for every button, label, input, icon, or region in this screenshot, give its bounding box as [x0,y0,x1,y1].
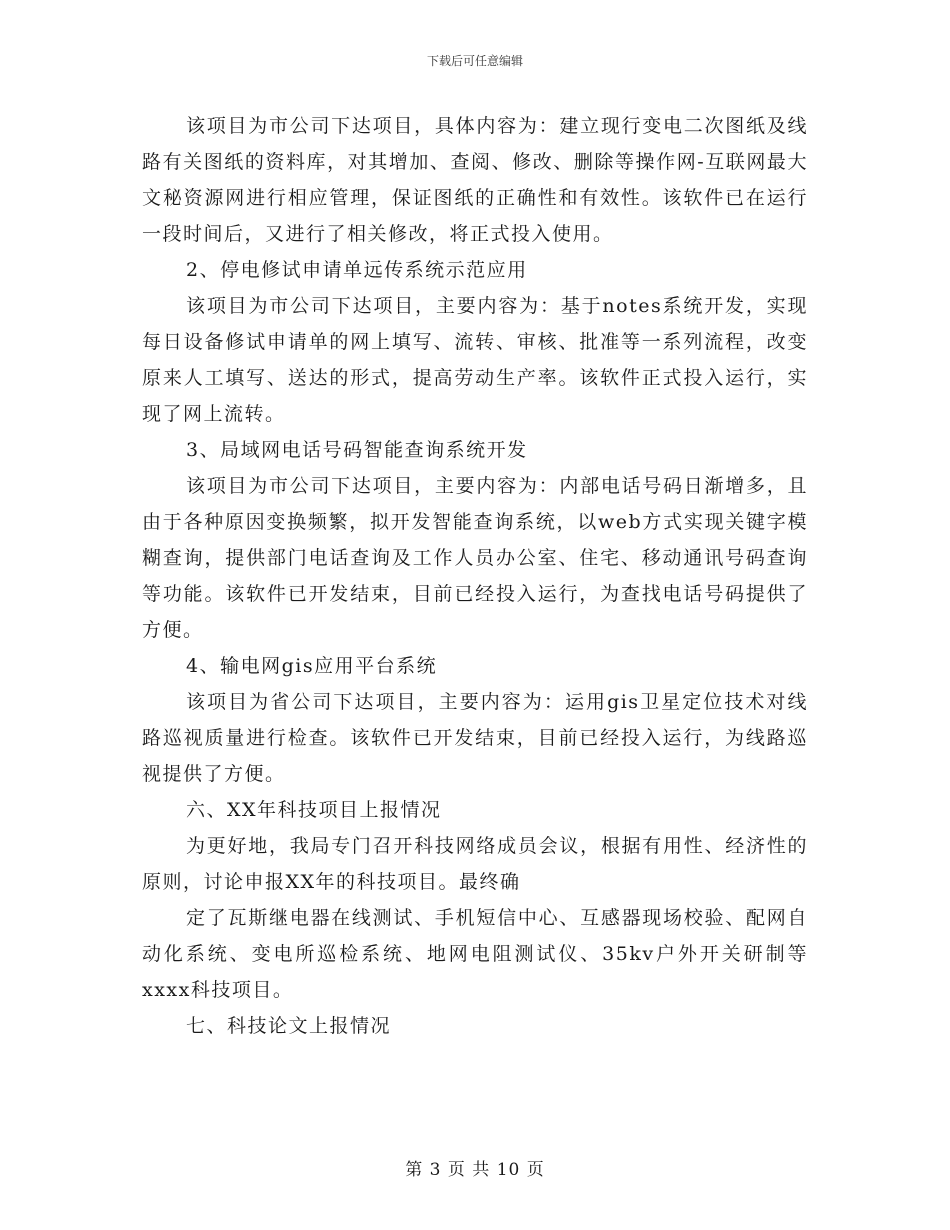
paragraph: 该项目为市公司下达项目，具体内容为：建立现行变电二次图纸及线路有关图纸的资料库，对其增加、查阅、修改、删除等操作网-互联网最大文秘资源网进行相应管理，保证图纸的正确性和有效性。该软件已在运行一段时间后，又进行了相关修改，将正式投入使用。 [142,115,808,245]
section-heading: 4、输电网gis应用平台系统 [186,655,438,677]
paragraph: 该项目为市公司下达项目，主要内容为：内部电话号码日渐增多，且由于各种原因变换频繁，拟开发智能查询系统，以web方式实现关键字模糊查询，提供部门电话查询及工作人员办公室、住宅、移动通讯号码查询等功能。该软件已开发结束，目前已经投入运行，为查找电话号码提供了方便。 [142,475,808,641]
section-heading: 六、XX年科技项目上报情况 [186,799,442,821]
section-heading: 2、停电修试申请单远传系统示范应用 [186,259,528,281]
section-heading: 七、科技论文上报情况 [186,1015,392,1037]
document-body [142,108,808,1044]
paragraph: 为更好地，我局专门召开科技网络成员会议，根据有用性、经济性的原则，讨论申报XX年的科技项目。最终确 [142,835,808,893]
page-number: 第 3 页 共 10 页 [405,1160,545,1180]
paragraph: 该项目为市公司下达项目，主要内容为：基于notes系统开发，实现每日设备修试申请单的网上填写、流转、审核、批准等一系列流程，改变原来人工填写、送达的形式，提高劳动生产率。该软件正式投入运行，实现了网上流转。 [142,295,808,425]
paragraph: 定了瓦斯继电器在线测试、手机短信中心、互感器现场校验、配网自动化系统、变电所巡检系统、地网电阻测试仪、35kv户外开关研制等xxxx科技项目。 [142,907,808,1001]
section-heading: 3、局域网电话号码智能查询系统开发 [186,439,528,461]
paragraph: 该项目为省公司下达项目，主要内容为：运用gis卫星定位技术对线路巡视质量进行检查。该软件已开发结束，目前已经投入运行，为线路巡视提供了方便。 [142,691,808,785]
page-header: 下载后可任意编辑 [426,54,523,68]
